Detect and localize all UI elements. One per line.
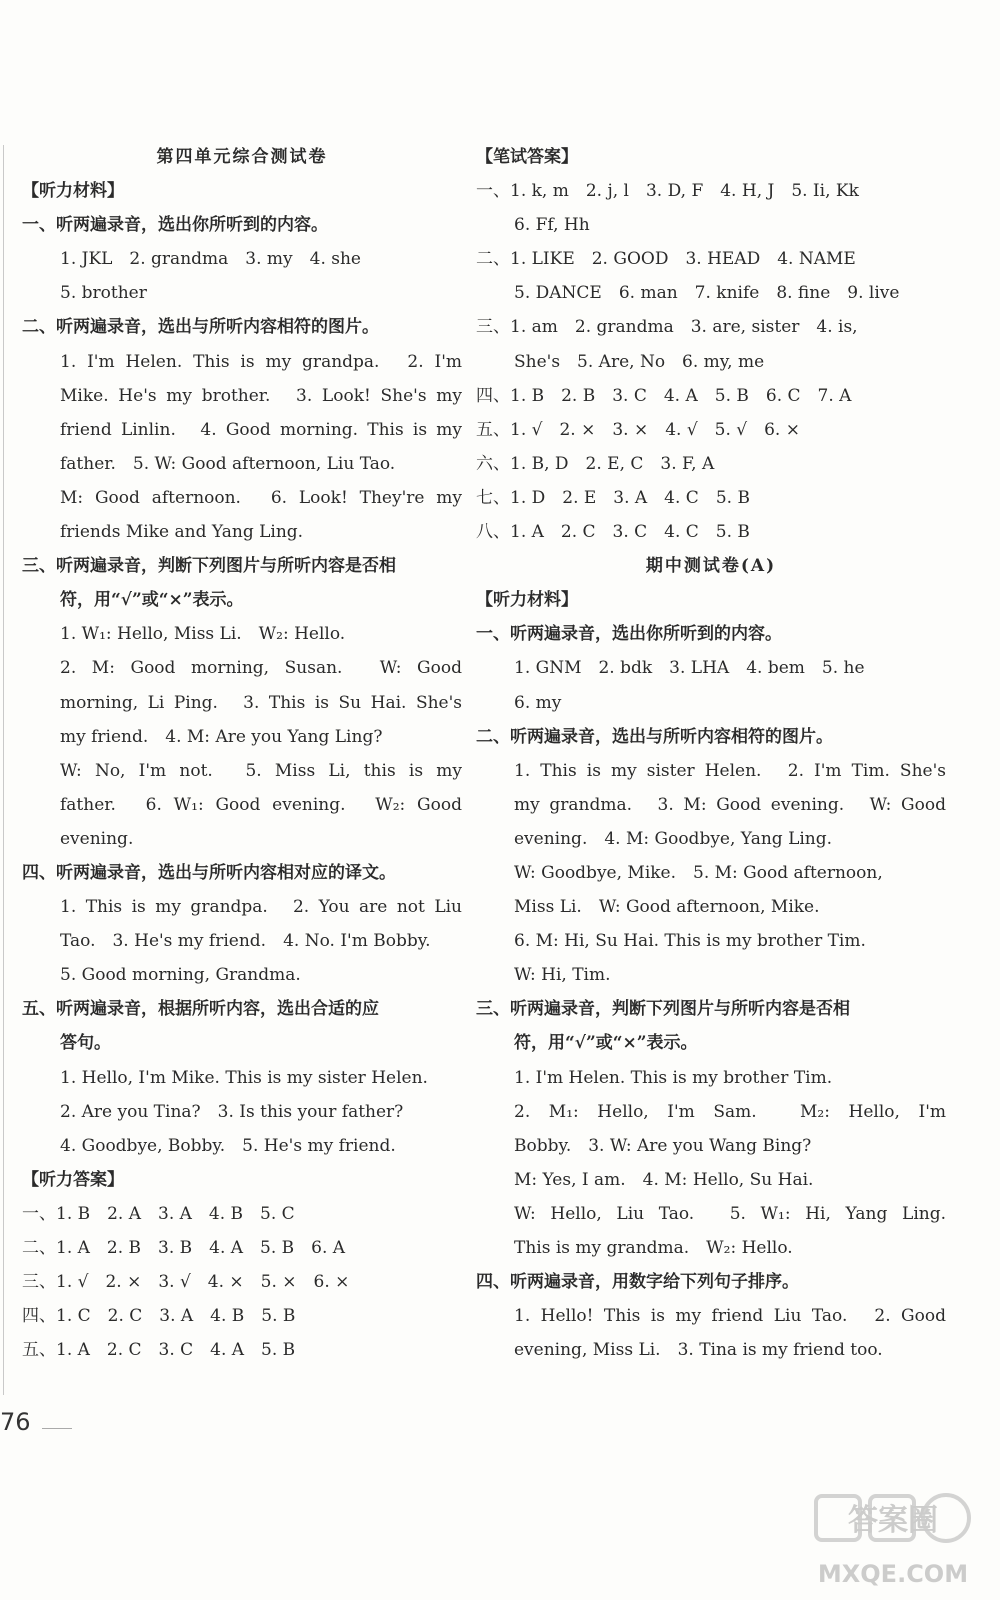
right-column-line: W: Goodbye, Mike. 5. M: Good afternoon, — [514, 862, 883, 883]
left-column-line: M: Good afternoon. 6. Look! They're my — [60, 487, 462, 508]
right-column-line: 【听力材料】 — [476, 590, 578, 611]
left-column-line: 2. Are you Tina? 3. Is this your father? — [60, 1101, 404, 1122]
right-column-line: 三、听两遍录音，判断下列图片与所听内容是否相 — [476, 999, 850, 1020]
left-margin-rule — [3, 145, 4, 1395]
left-column-line: 【听力材料】 — [22, 181, 124, 202]
left-column-line: morning, Li Ping. 3. This is Su Hai. She's — [60, 692, 462, 713]
right-column-line: 一、听两遍录音，选出你所听到的内容。 — [476, 624, 782, 645]
left-column-line: 一、听两遍录音，选出你所听到的内容。 — [22, 215, 328, 236]
right-column-line: 四、听两遍录音，用数字给下列句子排序。 — [476, 1272, 799, 1293]
right-column-line: 5. DANCE 6. man 7. knife 8. fine 9. live — [514, 283, 900, 304]
right-column-line: 七、1. D 2. E 3. A 4. C 5. B — [476, 487, 750, 508]
left-column-line: Mike. He's my brother. 3. Look! She's my — [60, 385, 462, 406]
left-column-line: 2. M: Good morning, Susan. W: Good — [60, 658, 462, 679]
right-column-line: 一、1. k, m 2. j, l 3. D, F 4. H, J 5. Ii, Kk — [476, 181, 859, 202]
left-column-line: my friend. 4. M: Are you Yang Ling? — [60, 726, 383, 747]
right-column-line: 二、1. LIKE 2. GOOD 3. HEAD 4. NAME — [476, 249, 856, 270]
left-column-line: 1. JKL 2. grandma 3. my 4. she — [60, 249, 361, 270]
left-column-line: Tao. 3. He's my friend. 4. No. I'm Bobby. — [60, 931, 431, 952]
left-column-line: evening. — [60, 828, 134, 849]
left-column-line: 四、1. C 2. C 3. A 4. B 5. B — [22, 1306, 296, 1327]
right-column-line: 6. Ff, Hh — [514, 215, 590, 236]
left-column-line: 4. Goodbye, Bobby. 5. He's my friend. — [60, 1135, 396, 1156]
left-column-line: friends Mike and Yang Ling. — [60, 522, 304, 543]
left-column-line: 第四单元综合测试卷 — [156, 147, 328, 167]
watermark-logo — [808, 1490, 978, 1595]
right-column-line: 6. M: Hi, Su Hai. This is my brother Tim. — [514, 931, 866, 952]
right-column-line: 二、听两遍录音，选出与所听内容相符的图片。 — [476, 726, 833, 747]
page-number-rule — [42, 1428, 72, 1429]
right-column-line: This is my grandma. W₂: Hello. — [514, 1238, 793, 1258]
right-column-line: 期中测试卷(A) — [645, 556, 777, 577]
watermark-svg — [808, 1490, 978, 1595]
right-column-line: 1. I'm Helen. This is my brother Tim. — [514, 1067, 833, 1088]
right-column-line: 1. Hello! This is my friend Liu Tao. 2. Good — [514, 1306, 946, 1327]
right-column-line: 符，用“√”或“×”表示。 — [514, 1033, 698, 1054]
right-column-line: Miss Li. W: Good afternoon, Mike. — [514, 897, 820, 918]
right-column-line: W: Hello, Liu Tao. 5. W₁: Hi, Yang Ling. — [514, 1203, 946, 1224]
right-column-line: my grandma. 3. M: Good evening. W: Good — [514, 794, 946, 815]
left-column-line: 四、听两遍录音，选出与所听内容相对应的译文。 — [22, 862, 396, 883]
left-column-line: 一、1. B 2. A 3. A 4. B 5. C — [22, 1203, 295, 1224]
left-column-line: friend Linlin. 4. Good morning. This is my — [60, 419, 462, 440]
left-column-line: 【听力答案】 — [22, 1169, 124, 1190]
right-column-line: Bobby. 3. W: Are you Wang Bing? — [514, 1135, 812, 1156]
right-column-line: 2. M₁: Hello, I'm Sam. M₂: Hello, I'm — [514, 1101, 946, 1122]
right-column-line: 1. This is my sister Helen. 2. I'm Tim. She's — [514, 760, 946, 781]
left-column-line: 符，用“√”或“×”表示。 — [60, 590, 244, 611]
right-column-line: 6. my — [514, 692, 562, 713]
right-column-line: W: Hi, Tim. — [514, 965, 611, 986]
right-column-line: 三、1. am 2. grandma 3. are, sister 4. is, — [476, 317, 858, 338]
left-column-line: 1. Hello, I'm Mike. This is my sister Helen. — [60, 1067, 428, 1088]
left-column-line: 五、1. A 2. C 3. C 4. A 5. B — [22, 1340, 296, 1361]
right-column-line: M: Yes, I am. 4. M: Hello, Su Hai. — [514, 1169, 814, 1190]
left-column-line: 1. W₁: Hello, Miss Li. W₂: Hello. — [60, 624, 346, 645]
right-column-line: 1. GNM 2. bdk 3. LHA 4. bem 5. he — [514, 658, 865, 679]
left-column-line: 5. brother — [60, 283, 147, 304]
left-column-line: 三、听两遍录音，判断下列图片与所听内容是否相 — [22, 556, 396, 577]
left-column-line: 三、1. √ 2. × 3. √ 4. × 5. × 6. × — [22, 1272, 350, 1293]
left-column-line: 5. Good morning, Grandma. — [60, 965, 301, 986]
left-column — [22, 140, 462, 1367]
right-column-line: 【笔试答案】 — [476, 147, 578, 167]
page-number: 76 — [0, 1408, 31, 1436]
right-column-line: 八、1. A 2. C 3. C 4. C 5. B — [476, 522, 750, 543]
right-column-line: 五、1. √ 2. × 3. × 4. √ 5. √ 6. × — [476, 419, 800, 440]
left-column-line: W: No, I'm not. 5. Miss Li, this is my — [60, 760, 462, 781]
left-column-line: 1. I'm Helen. This is my grandpa. 2. I'm — [60, 351, 462, 372]
watermark-line1: 答案圈 — [848, 1503, 938, 1538]
left-column-line: 1. This is my grandpa. 2. You are not Liu — [60, 897, 462, 918]
right-column-line: evening. 4. M: Goodbye, Yang Ling. — [514, 828, 833, 849]
left-column-line: 五、听两遍录音，根据所听内容，选出合适的应 — [22, 999, 379, 1020]
left-column-line: father. 5. W: Good afternoon, Liu Tao. — [60, 453, 396, 474]
right-column-line: evening, Miss Li. 3. Tina is my friend too. — [514, 1340, 883, 1361]
right-column-line: She's 5. Are, No 6. my, me — [514, 351, 765, 372]
right-column-line: 四、1. B 2. B 3. C 4. A 5. B 6. C 7. A — [476, 385, 852, 406]
left-column-line: 二、1. A 2. B 3. B 4. A 5. B 6. A — [22, 1238, 346, 1258]
left-column-line: 二、听两遍录音，选出与所听内容相符的图片。 — [22, 317, 379, 338]
right-column — [476, 140, 946, 1367]
left-column-line: 答句。 — [60, 1033, 111, 1054]
right-column-line: 六、1. B, D 2. E, C 3. F, A — [476, 453, 715, 474]
left-column-line: father. 6. W₁: Good evening. W₂: Good — [60, 794, 462, 815]
watermark-line2: MXQE.COM — [817, 1560, 969, 1588]
